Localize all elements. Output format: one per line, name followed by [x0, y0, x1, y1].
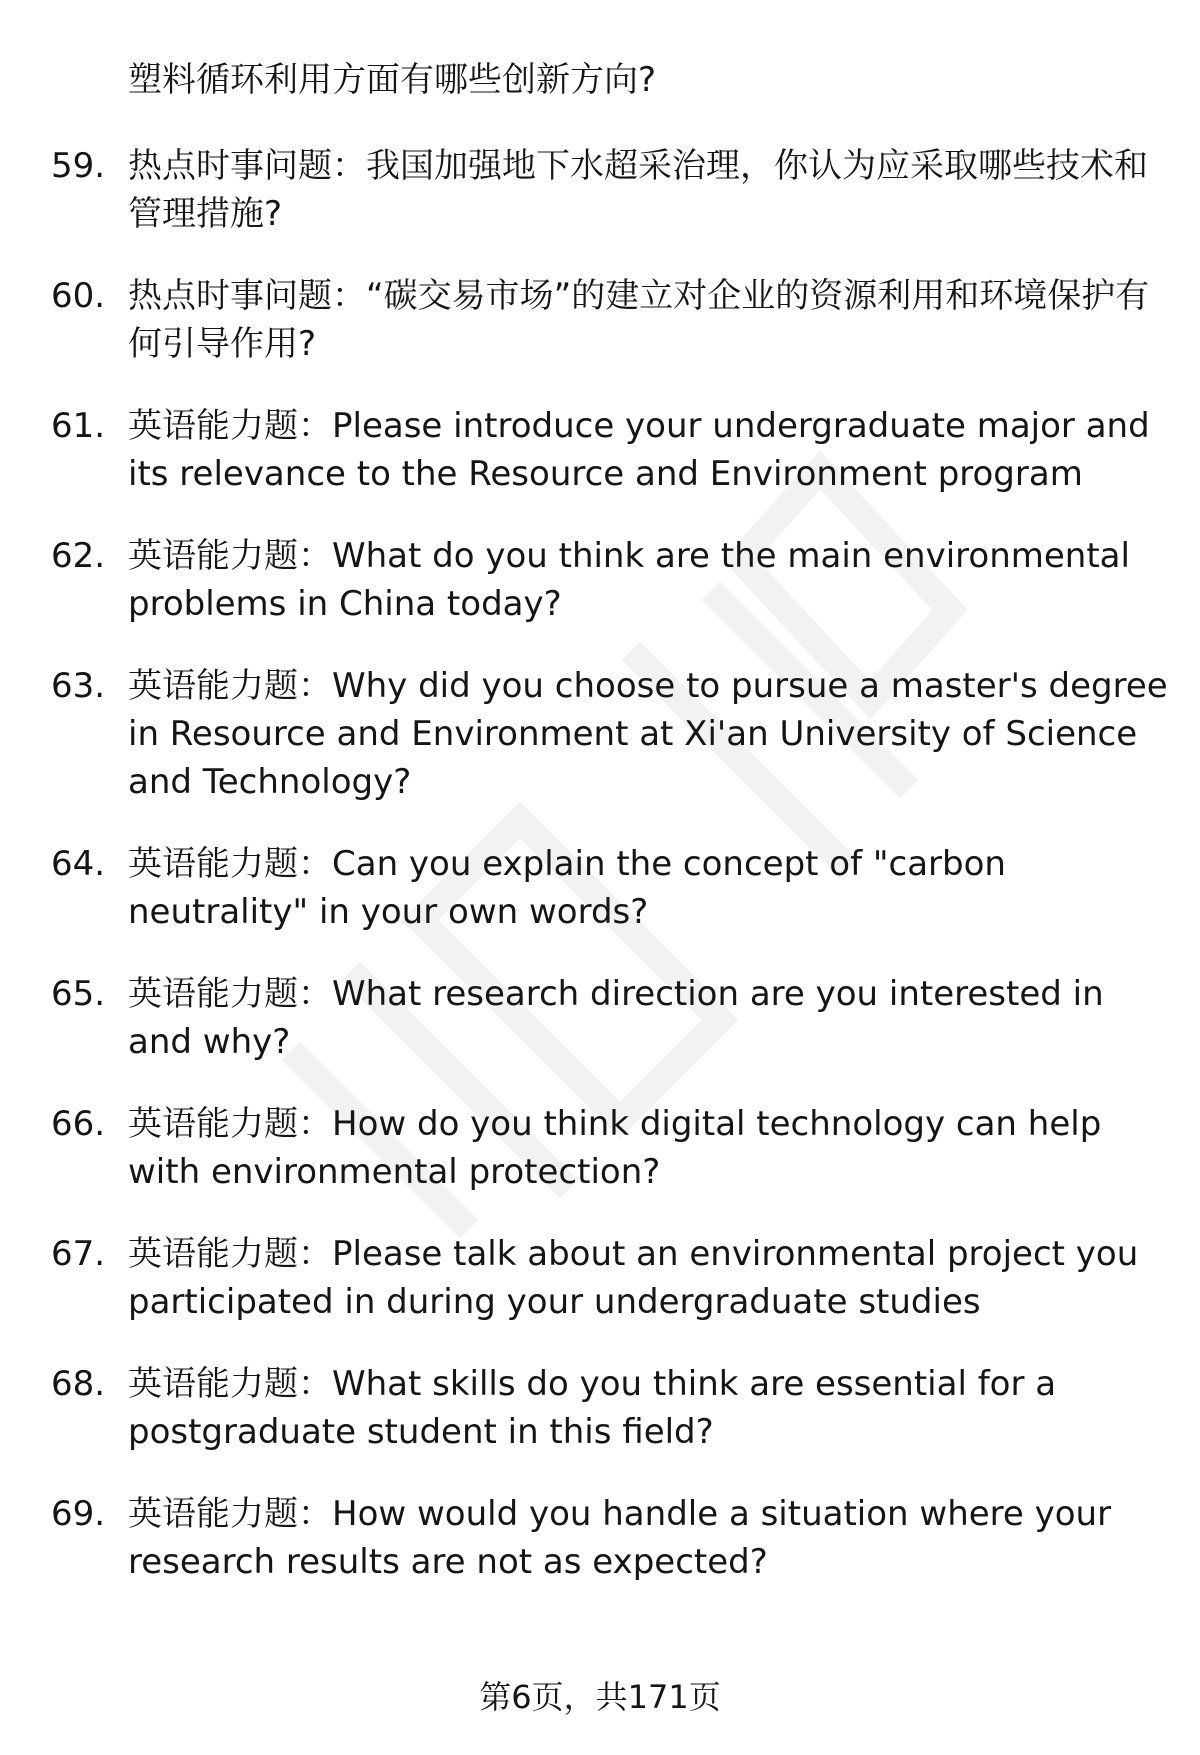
item-number: 60. — [51, 276, 106, 316]
item-text: 英语能力题：What skills do you think are essential for a postgraduate student in this field? — [128, 1364, 1057, 1452]
item-text: 英语能力题：How do you think digital technology can help with environmental protection? — [128, 1104, 1102, 1192]
list-item — [0, 532, 1200, 628]
list-item — [0, 662, 1200, 806]
item-number: 65. — [51, 974, 106, 1014]
list-item — [0, 1490, 1200, 1586]
item-number: 69. — [51, 1494, 106, 1534]
item-number: 61. — [51, 406, 106, 446]
item-text: 热点时事问题：“碳交易市场”的建立对企业的资源利用和环境保护有何引导作用? — [128, 276, 1150, 364]
list-item — [0, 970, 1200, 1066]
list-item — [0, 142, 1200, 238]
item-number: 66. — [51, 1104, 106, 1144]
item-text: 英语能力题：Why did you choose to pursue a master's degree in Resource and Environment at Xi'an University of Science and Technology? — [128, 666, 1168, 802]
list-item — [0, 402, 1200, 498]
item-text: 英语能力题：What research direction are you interested in and why? — [128, 974, 1104, 1062]
list-item — [0, 1100, 1200, 1196]
page-footer: 第6页，共171页 — [479, 1678, 721, 1716]
item-text: 英语能力题：How would you handle a situation where your research results are not as expected? — [128, 1494, 1112, 1582]
item-text: 英语能力题：Can you explain the concept of "carbon neutrality" in your own words? — [128, 844, 1006, 932]
item-text: 热点时事问题：我国加强地下水超采治理，你认为应采取哪些技术和管理措施? — [128, 146, 1148, 234]
list-item — [0, 840, 1200, 936]
list-item — [0, 1230, 1200, 1326]
item-number: 59. — [51, 146, 106, 186]
item-number: 63. — [51, 666, 106, 706]
question-continuation: 塑料循环利用方面有哪些创新方向? — [128, 60, 657, 100]
list-item — [0, 1360, 1200, 1456]
item-text: 英语能力题：What do you think are the main environmental problems in China today? — [128, 536, 1130, 624]
item-number: 64. — [51, 844, 106, 884]
item-text: 英语能力题：Please talk about an environmental project you participated in during your undergraduate studies — [128, 1234, 1139, 1322]
item-number: 68. — [51, 1364, 106, 1404]
item-text: 英语能力题：Please introduce your undergraduate major and its relevance to the Resource and Environment program — [128, 406, 1150, 494]
item-number: 62. — [51, 536, 106, 576]
item-number: 67. — [51, 1234, 106, 1274]
question-list — [0, 142, 1200, 1620]
list-item — [0, 272, 1200, 368]
